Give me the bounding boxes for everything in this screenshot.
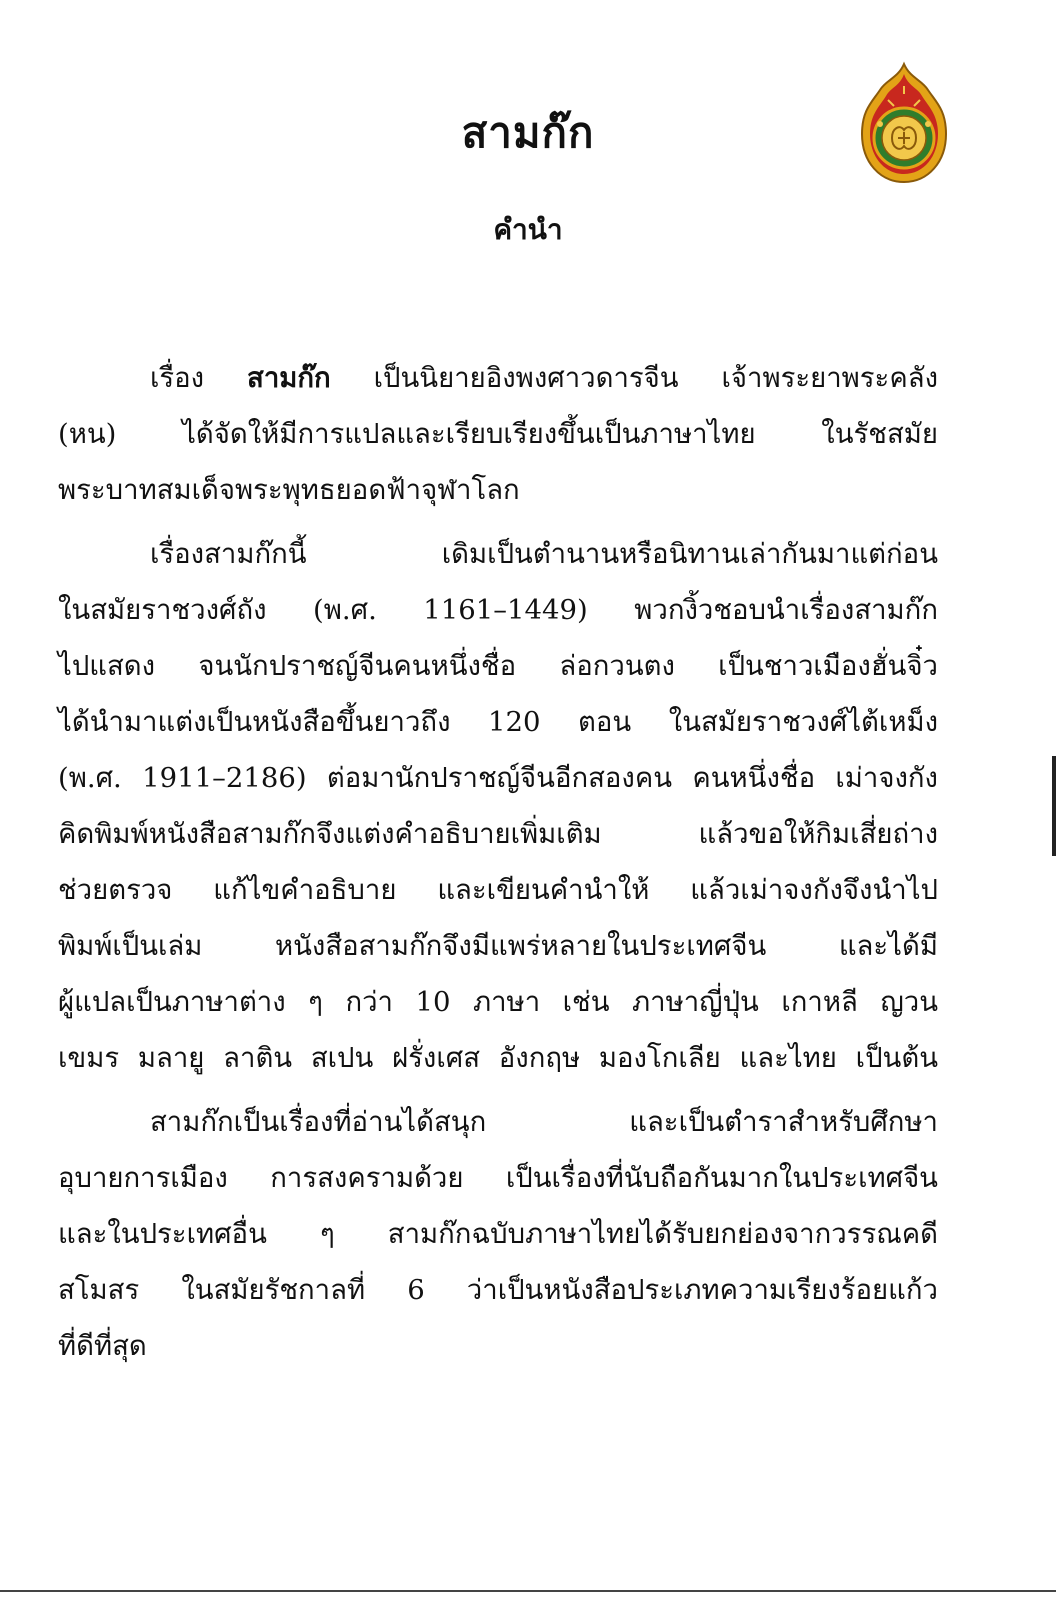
paragraph: [58, 350, 938, 518]
paragraph-line: เรื่องสามก๊กนี้ เดิมเป็นตำนานหรือนิทานเล่ากันมาแต่ก่อน: [150, 538, 938, 570]
paragraph: [58, 526, 938, 1086]
paragraph-line: ที่ดีที่สุด: [58, 1330, 147, 1362]
paragraph: [58, 1094, 938, 1374]
paragraph-line: สโมสร ในสมัยรัชกาลที่ 6 ว่าเป็นหนังสือประเภทความเรียงร้อยแก้ว: [58, 1274, 938, 1306]
ministry-of-education-emblem-icon: [858, 60, 950, 186]
line-segment: เรื่อง: [150, 362, 248, 394]
paragraph-line: พระบาทสมเด็จพระพุทธยอดฟ้าจุฬาโลก: [58, 474, 520, 506]
book-title-bold: สามก๊ก: [247, 362, 331, 394]
paragraph-line: เขมร มลายู ลาติน สเปน ฝรั่งเศส อังกฤษ มองโกเลีย และไทย เป็นต้น: [58, 1042, 938, 1074]
body-text: [58, 350, 938, 1382]
paragraph-line: ได้นำมาแต่งเป็นหนังสือขึ้นยาวถึง 120 ตอน ในสมัยราชวงศ์ไต้เหม็ง: [58, 706, 938, 738]
paragraph-line: พิมพ์เป็นเล่ม หนังสือสามก๊กจึงมีแพร่หลายในประเทศจีน และได้มี: [58, 930, 938, 962]
paragraph-line: สามก๊กเป็นเรื่องที่อ่านได้สนุก และเป็นตำราสำหรับศึกษา: [150, 1106, 938, 1138]
paragraph-line: และในประเทศอื่น ๆ สามก๊กฉบับภาษาไทยได้รับยกย่องจากวรรณคดี: [58, 1218, 938, 1250]
section-heading: คำนำ: [493, 213, 563, 246]
scan-bottom-edge: [0, 1590, 1056, 1592]
paragraph-line: ช่วยตรวจ แก้ไขคำอธิบาย และเขียนคำนำให้ แล้วเม่าจงกังจึงนำไป: [58, 874, 938, 906]
paragraph-line: (พ.ศ. 1911–2186) ต่อมานักปราชญ์จีนอีกสองคน คนหนึ่งชื่อ เม่าจงกัง: [58, 762, 938, 794]
paragraph-line: (หน) ได้จัดให้มีการแปลและเรียบเรียงขึ้นเป็นภาษาไทย ในรัชสมัย: [58, 418, 938, 450]
paragraph-line: คิดพิมพ์หนังสือสามก๊กจึงแต่งคำอธิบายเพิ่มเติม แล้วขอให้กิมเสี่ยถ่าง: [58, 818, 938, 850]
page-title: สามก๊ก: [461, 108, 595, 157]
scan-edge-mark: [1052, 756, 1056, 856]
paragraph-line: [58, 350, 938, 406]
paragraph-line: ในสมัยราชวงศ์ถัง (พ.ศ. 1161–1449) พวกงิ้วชอบนำเรื่องสามก๊ก: [58, 594, 938, 626]
paragraph-line: ผู้แปลเป็นภาษาต่าง ๆ กว่า 10 ภาษา เช่น ภาษาญี่ปุ่น เกาหลี ญวน: [58, 986, 938, 1018]
line-segment: เป็นนิยายอิงพงศาวดารจีน เจ้าพระยาพระคลัง: [330, 362, 939, 394]
paragraph-line: ไปแสดง จนนักปราชญ์จีนคนหนึ่งชื่อ ล่อกวนตง เป็นชาวเมืองฮั่นจิ๋ว: [58, 650, 938, 682]
paragraph-line: อุบายการเมือง การสงครามด้วย เป็นเรื่องที่นับถือกันมากในประเทศจีน: [58, 1162, 938, 1194]
